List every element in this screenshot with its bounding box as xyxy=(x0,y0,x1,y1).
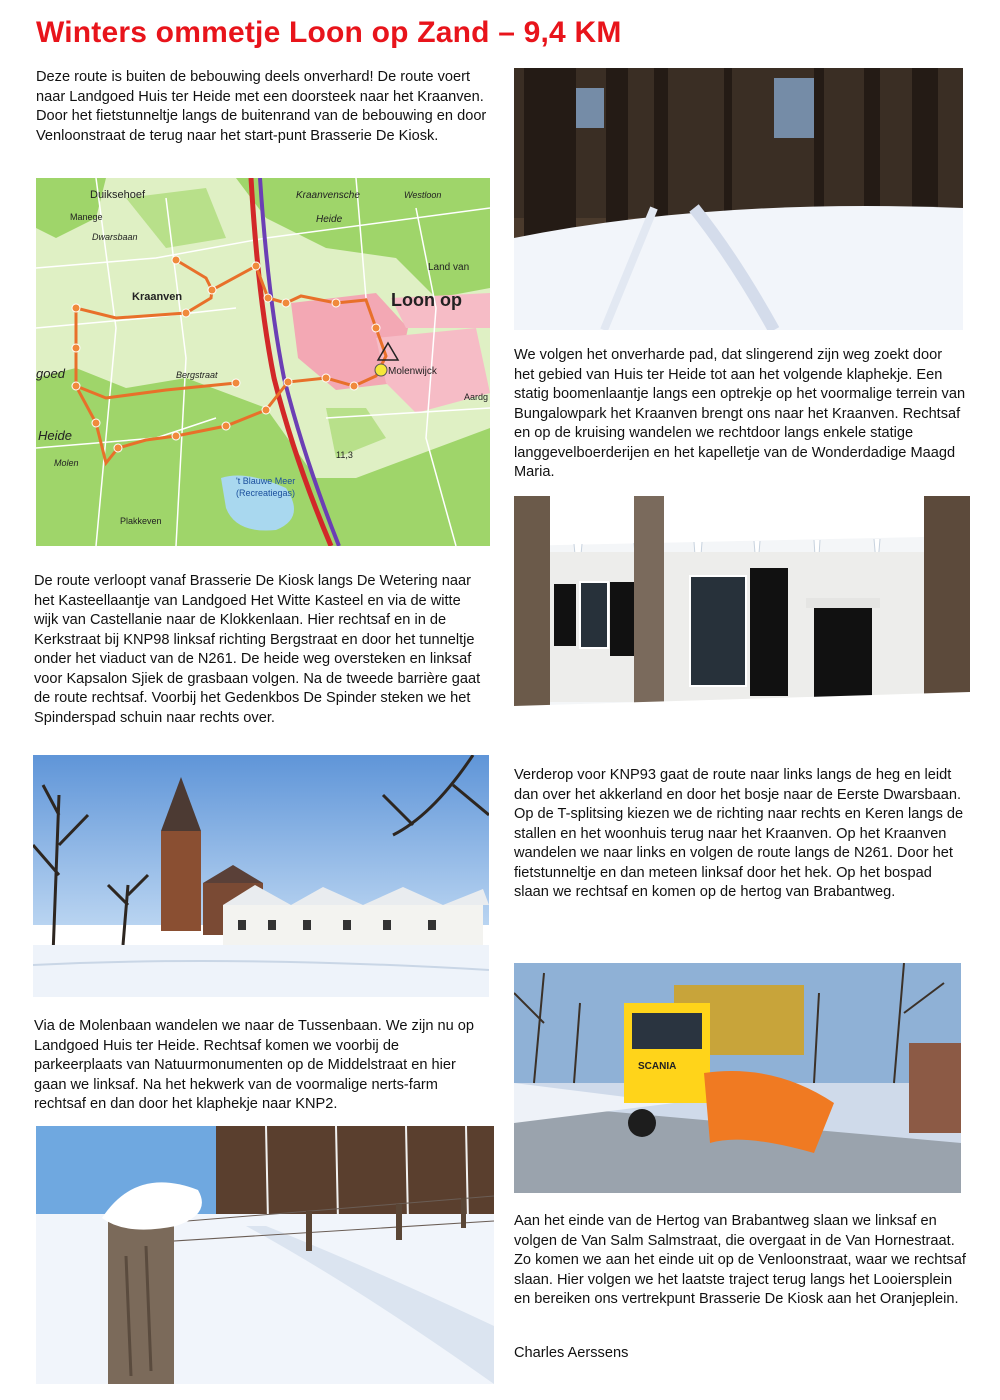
label-kraanven: Kraanven xyxy=(132,291,183,303)
label-dwarsbaan: Dwarsbaan xyxy=(92,232,138,242)
unpaved-path-paragraph: We volgen het onverharde pad, dat slingerend zijn weg zoekt door het gebied van Huis ter Heide tot aan het volgende klaphekje. Een statig boomenlaantje langs een optrekje op het voormalige terrein van Bungalowpark het Kraanven brengt ons naar het Kraanven. Rechtsaf en op de kruising wandelen we rechtdoor langs enkele statige langgevelboerderijen en het kapelletje van de Wonderdadige Maagd Maria. xyxy=(514,347,966,480)
route-map xyxy=(36,178,490,546)
label-land-van: Land van xyxy=(428,262,470,273)
truck-photo-svg xyxy=(514,963,961,1193)
label-heide-left: Heide xyxy=(38,428,72,443)
label-manege: Manege xyxy=(70,212,103,222)
label-heide-top: Heide xyxy=(316,214,343,225)
forest-path-photo xyxy=(514,68,963,330)
knp93-paragraph: Verderop voor KNP93 gaat de route naar links langs de heg en leidt dan over het akkerland en door het bosje naar de Eerste Dwarsbaan. Op de T-splitsing kiezen we de richting naar rechts en Keren langs de stallen en het woonhuis terug naar het Kraanven. Op het Kraanven wandelen we naar links en volgen de route langs de N261. Door het fietstunneltje en dan meteen linksaf door het hek. Op het bospad slaan we rechtsaf en komen op de hertog van Brabantweg. xyxy=(514,767,964,900)
forest-photo-svg xyxy=(514,68,963,330)
route-map-svg xyxy=(36,178,490,546)
label-n11: 11,3 xyxy=(336,450,353,460)
church-photo-svg xyxy=(33,755,489,997)
farmhouse-photo-svg xyxy=(514,496,970,750)
snowy-fence-photo xyxy=(36,1126,494,1384)
label-bergstraat: Bergstraat xyxy=(176,370,218,380)
label-plakkeven: Plakkeven xyxy=(120,516,162,526)
page-title: Winters ommetje Loon op Zand – 9,4 KM xyxy=(36,16,622,49)
author-signature: Charles Aerssens xyxy=(514,1345,629,1361)
start-point-marker xyxy=(375,364,387,376)
label-recreatie: (Recreatiegas) xyxy=(236,488,296,498)
church-village-photo xyxy=(33,755,489,997)
route-start-paragraph: De route verloopt vanaf Brasserie De Kiosk langs De Wetering naar het Kasteellaantje van Landgoed Het Witte Kasteel en via de witte wijk van Castellanie naar de Klokkenlaan. Hier rechtsaf en in de Kerkstraat bij KNP98 linksaf richting Bergstraat en door het tunneltje onder het viaduct van de N261. De heide weg oversteken en linksaf voor Kapsalon Sjiek de grasbaan volgen. Na de tweede barrière gaat de route rechtsaf. Voorbij het Gedenkbos De Spinder steken we het Spinderspad schuin naar rechts over. xyxy=(34,573,481,726)
white-houses xyxy=(223,905,483,947)
brick-wall xyxy=(909,1043,961,1133)
end-paragraph: Aan het einde van de Hertog van Brabantweg slaan we linksaf en volgen de Van Salm Salmstraat, die overgaat in de Van Hornestraat. Zo komen we aan het einde uit op de Venloonstraat, waar we rechtsaf slaan. Hier volgen we het laatste traject terug langs het Looiersplein en bereiken ons vertrekpunt Brasserie De Kiosk aan het Oranjeplein. xyxy=(514,1213,966,1307)
truck-logo: SCANIA xyxy=(638,1061,677,1072)
main-post xyxy=(108,1210,174,1384)
white-farmhouse-photo xyxy=(514,496,970,750)
label-goed: goed xyxy=(36,366,65,381)
snow-field xyxy=(33,945,489,997)
truck-windshield xyxy=(632,1013,702,1049)
label-duikse: Duiksehoef xyxy=(90,189,146,201)
fence-photo-svg xyxy=(36,1126,494,1384)
label-kraanvensche: Kraanvensche xyxy=(296,190,360,201)
church-tower xyxy=(161,831,201,931)
label-blauwe-meer: 't Blauwe Meer xyxy=(236,476,296,486)
snowplow-truck-photo xyxy=(514,963,961,1193)
label-westloon: Westloon xyxy=(404,190,442,200)
intro-paragraph: Deze route is buiten de bebouwing deels onverhard! De route voert naar Landgoed Huis ter Heide met een doorsteek naar het Kraanven. Door het fietstunneltje langs de buitenrand van de bebouwing en door Venloonstraat de terug naar het start-punt Brasserie De Kiosk. xyxy=(36,69,487,144)
label-molen: Molen xyxy=(54,458,79,468)
label-loon-op: Loon op xyxy=(391,290,462,310)
label-aardg: Aardg xyxy=(464,392,489,402)
label-molenwijck: Molenwijck xyxy=(388,366,437,377)
forest-edge xyxy=(216,1126,494,1221)
molenbaan-paragraph: Via de Molenbaan wandelen we naar de Tussenbaan. We zijn nu op Landgoed Huis ter Heide. Rechtsaf komen we voorbij de parkeerplaats van Natuurmonumenten op de Middelstraat en hier gaan we linksaf. Na het hekwerk van de voormalige nerts-farm rechtsaf en dan door het klaphekje naar KNP2. xyxy=(34,1018,475,1112)
